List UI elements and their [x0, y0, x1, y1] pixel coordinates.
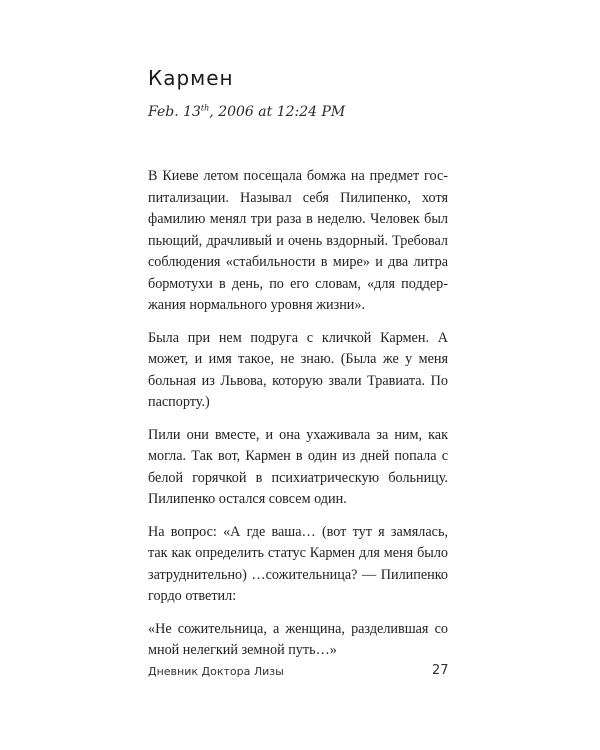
paragraph: Была при нем подруга с кличкой Кармен. А может, и имя такое, не знаю. (Была же у меня больная из Львова, которую звали Травиата. По паспорту.) — [148, 329, 448, 410]
paragraph: На вопрос: «А где ваша… (вот тут я замялась, так как определить статус Кармен для меня было затруднительно) …сожительница? — Пилипенко гордо ответил: — [148, 523, 448, 604]
paragraph: «Не сожительница, а женщина, разделившая со мной нелегкий земной путь…» — [148, 620, 448, 658]
chapter-title: Кармен — [148, 66, 234, 90]
running-footer-book-title: Дневник Доктора Лизы — [148, 665, 284, 678]
chapter-body — [148, 166, 448, 673]
entry-date — [148, 104, 345, 120]
entry-date-ordinal: th — [200, 103, 210, 113]
entry-date-main: Feb. 13 — [148, 104, 201, 120]
paragraph: Пили они вместе, и она ухаживала за ним, как могла. Так вот, Кармен в один из дней попала с белой горячкой в психиатрическую больницу. Пилипенко остался совсем один. — [148, 426, 448, 507]
entry-date-time: , 2006 at 12:24 PM — [209, 104, 346, 120]
page-number: 27 — [432, 663, 449, 678]
paragraph: В Киеве летом посещала бомжа на предмет госпитализации. Называл себя Пилипенко, хотя фамилию менял три раза в неделю. Человек был пьющий, драчливый и очень вздорный. Требовал соблюдения «стабильности в мире» и два литра бормотухи в день, по его словам, «для поддержания нормального уровня жизни». — [148, 168, 448, 313]
